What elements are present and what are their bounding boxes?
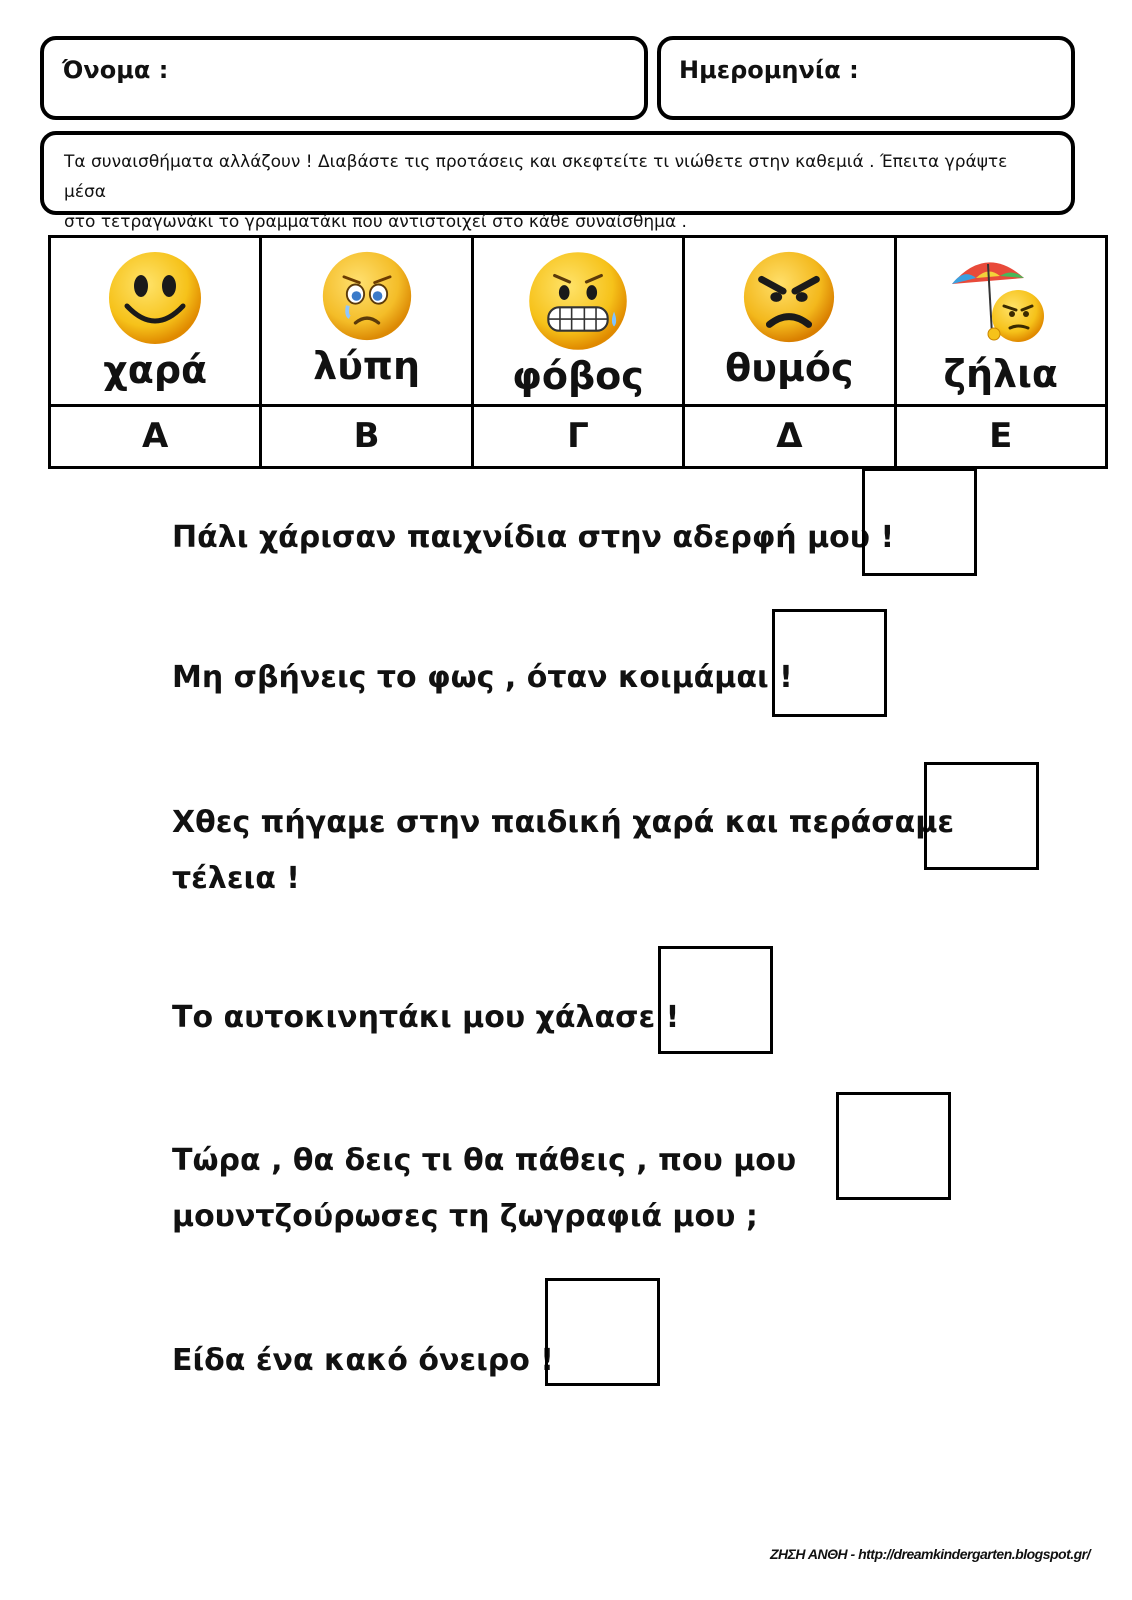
instructions-box	[40, 131, 1075, 232]
letter-cell	[472, 405, 683, 467]
emotion-word: χαρά	[103, 348, 208, 392]
sentence-line: Πάλι χάρισαν παιχνίδια στην αδερφή μου !	[172, 520, 895, 555]
sentence-line: Το αυτοκινητάκι μου χάλασε !	[172, 1000, 680, 1035]
name-field[interactable]	[40, 36, 648, 120]
answer-box-1[interactable]	[862, 468, 977, 576]
letter-cell	[895, 405, 1106, 467]
sad-face-icon	[319, 248, 415, 344]
emotion-cell-fear	[472, 237, 683, 406]
emotion-cell-sad	[261, 237, 472, 406]
scared-face-icon	[525, 248, 631, 354]
emotion-cell-happy	[50, 237, 261, 406]
sentence-3	[172, 795, 954, 907]
letter-row	[50, 405, 1107, 467]
answer-box-4[interactable]	[658, 946, 773, 1054]
letter-cell	[261, 405, 472, 467]
sentence-1	[172, 510, 894, 566]
sentence-line: Μη σβήνεις το φως , όταν κοιμάμαι !	[172, 660, 793, 695]
answer-box-5[interactable]	[836, 1092, 951, 1200]
emotion-word: θυμός	[725, 346, 854, 390]
emotion-cell-anger	[684, 237, 895, 406]
instructions-line-2: στο τετραγωνάκι το γραμματάκι που αντιστοιχεί στο κάθε συναίσθημα .	[64, 212, 687, 232]
sentence-2	[172, 650, 793, 706]
emotion-row	[50, 237, 1107, 406]
instructions-text	[64, 147, 1051, 237]
answer-box-3[interactable]	[924, 762, 1039, 870]
sentence-line: Τώρα , θα δεις τι θα πάθεις , που μου	[172, 1143, 797, 1178]
emotion-letter: Ε	[989, 415, 1013, 456]
emotion-letter: Α	[142, 415, 169, 456]
sentence-4	[172, 990, 679, 1046]
sentence-6	[172, 1333, 554, 1389]
emotion-word: λύπη	[313, 344, 420, 388]
emotion-letter: Δ	[776, 415, 803, 456]
name-label: Όνομα :	[62, 56, 169, 84]
answer-box-6[interactable]	[545, 1278, 660, 1386]
jealous-face-umbrella-icon	[946, 248, 1056, 352]
sentence-line: Είδα ένα κακό όνειρο !	[172, 1343, 554, 1378]
emotion-word: φόβος	[512, 354, 644, 398]
angry-face-icon	[740, 248, 838, 346]
emotion-letter: Γ	[567, 415, 589, 456]
happy-face-icon	[105, 248, 205, 348]
letter-cell	[684, 405, 895, 467]
instructions-line-1: Τα συναισθήματα αλλάζουν ! Διαβάστε τις προτάσεις και σκεφτείτε τι νιώθετε στην καθεμιά . Έπειτα γράψτε μέσα	[64, 152, 1008, 202]
emotion-cell-jealousy	[895, 237, 1106, 406]
sentence-5	[172, 1133, 796, 1245]
date-label: Ημερομηνία :	[679, 56, 859, 84]
answer-box-2[interactable]	[772, 609, 887, 717]
emotion-word: ζήλια	[943, 352, 1059, 396]
date-field[interactable]	[657, 36, 1075, 120]
emotion-key-table	[48, 235, 1108, 469]
sentence-line: Χθες πήγαμε στην παιδική χαρά και περάσαμε	[172, 805, 955, 840]
sentence-line: τέλεια !	[172, 861, 300, 896]
sentence-line: μουντζούρωσες τη ζωγραφιά μου ;	[172, 1199, 758, 1234]
emotion-letter: Β	[353, 415, 380, 456]
letter-cell	[50, 405, 261, 467]
footer-credit: ΖΗΣΗ ΑΝΘΗ - http://dreamkindergarten.blogspot.gr/	[770, 1546, 1091, 1562]
